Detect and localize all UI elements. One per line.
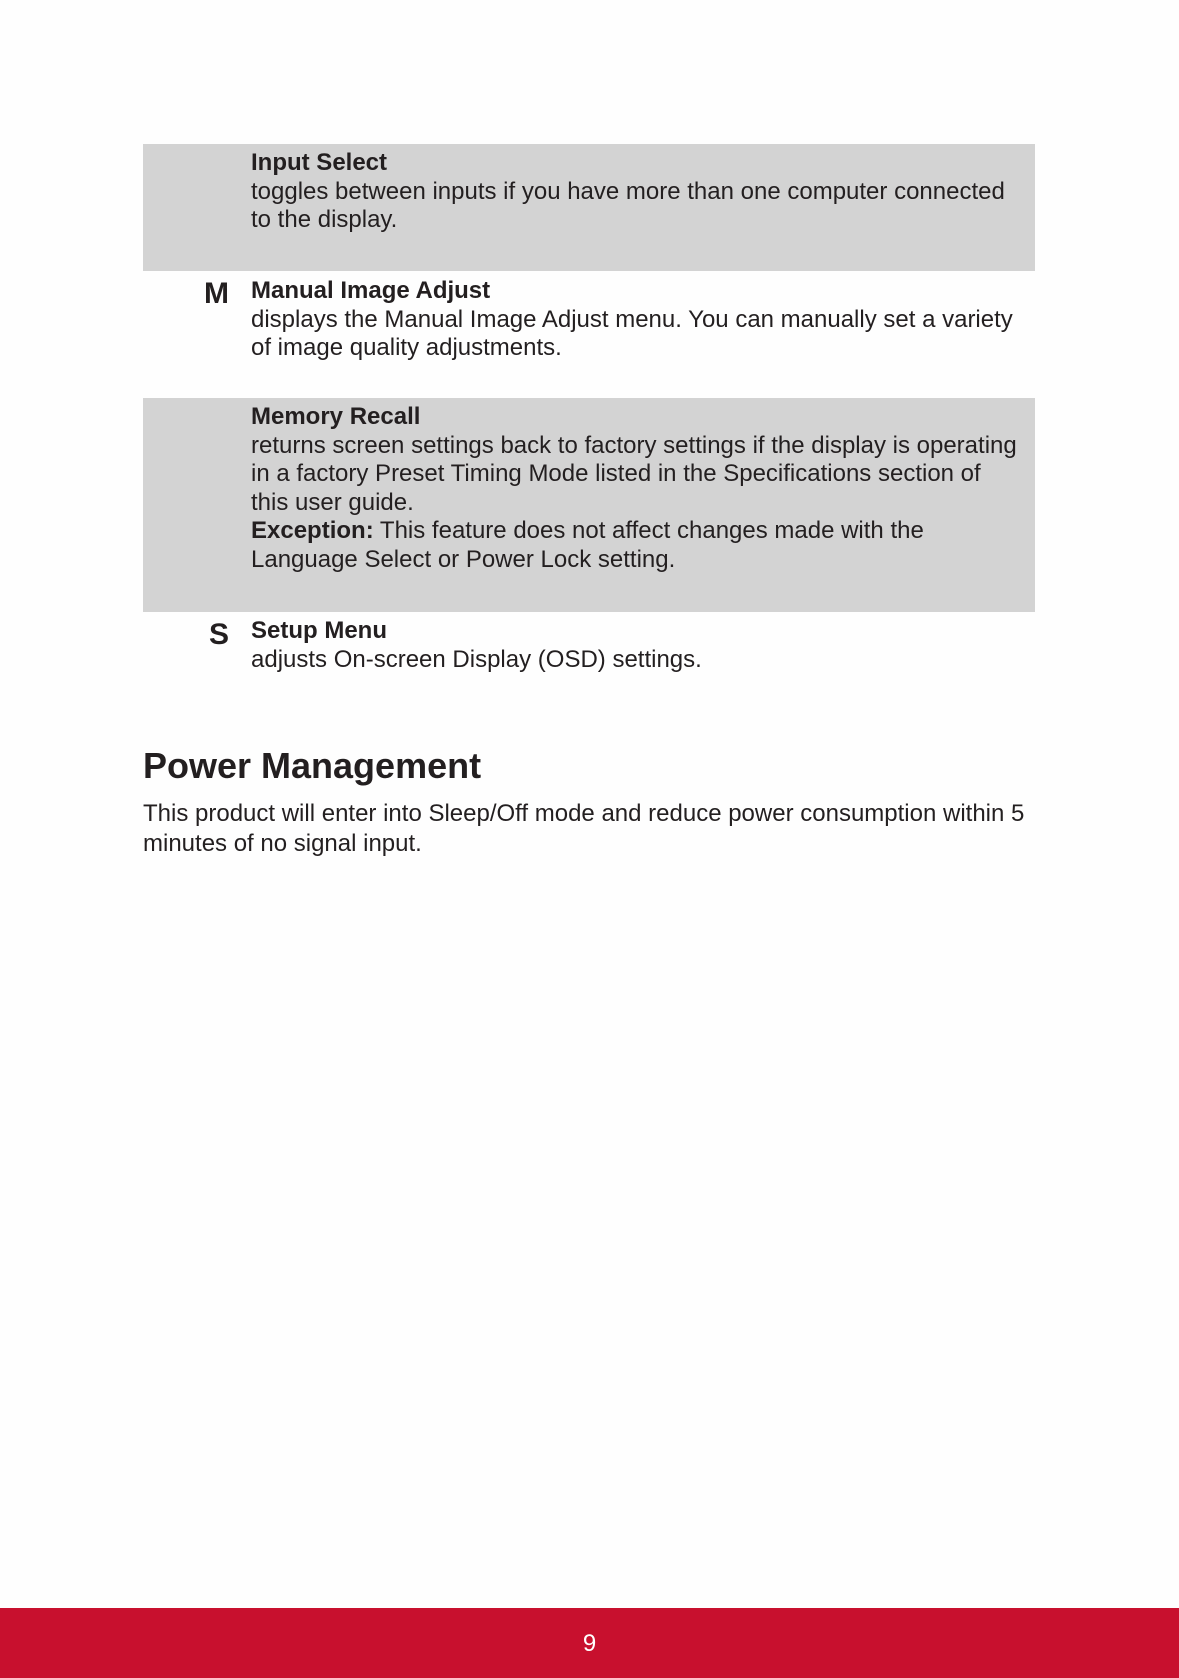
row-content (251, 277, 1023, 363)
table-row-manual-image-adjust (143, 271, 1035, 398)
exception-note (251, 517, 1023, 574)
key-label-m: M (204, 277, 229, 310)
term-manual-image-adjust: Manual Image Adjust (251, 277, 491, 304)
table-row-memory-recall (143, 398, 1035, 612)
row-content (251, 403, 1023, 574)
section-title-power-management: Power Management (143, 745, 482, 786)
term-input-select: Input Select (251, 149, 388, 176)
desc-setup-menu: adjusts On-screen Display (OSD) settings. (251, 645, 702, 673)
row-content (251, 617, 1023, 674)
desc-manual-image-adjust: displays the Manual Image Adjust menu. You can manually set a variety of image quality adjustments. (251, 305, 1013, 361)
key-label-s: S (208, 618, 229, 651)
desc-memory-recall: returns screen settings back to factory settings if the display is operating in a factory Preset Timing Mode listed in the Specifications section of this user guide. (251, 431, 1017, 516)
desc-input-select: toggles between inputs if you have more than one computer connected to the display. (251, 177, 1005, 233)
term-setup-menu: Setup Menu (251, 617, 387, 644)
table-row-input-select (143, 144, 1035, 271)
exception-label: Exception: (251, 517, 374, 544)
row-content (251, 149, 1023, 235)
power-management-body: This product will enter into Sleep/Off mode and reduce power consumption within 5 minutes of no signal input. (143, 800, 1025, 857)
table-row-setup-menu (143, 612, 1035, 692)
term-memory-recall: Memory Recall (251, 403, 421, 430)
footer-band (0, 1608, 1179, 1678)
exception-text: This feature does not affect changes made with the Language Select or Power Lock setting. (251, 517, 924, 573)
page-number: 9 (582, 1630, 597, 1657)
